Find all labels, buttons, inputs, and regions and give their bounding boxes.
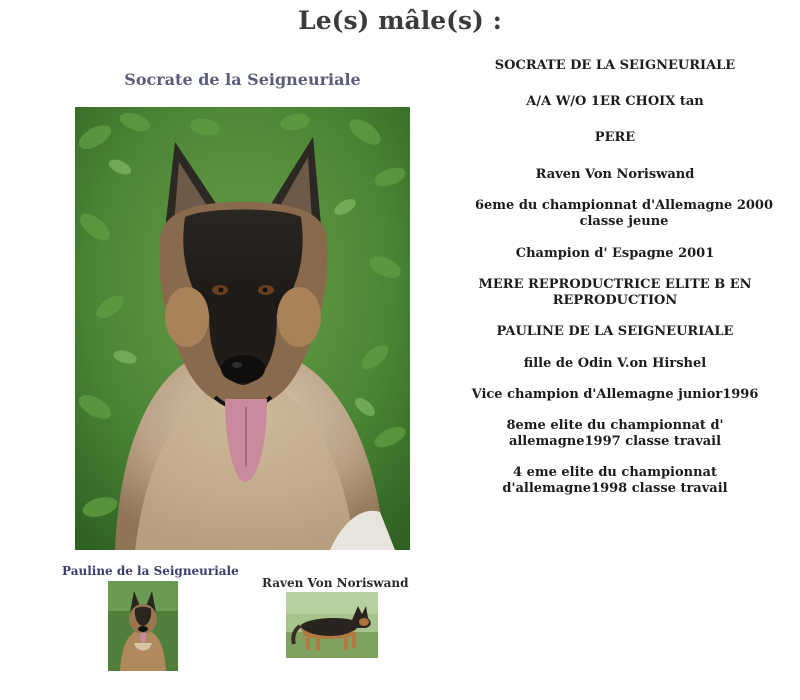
info-line: Vice champion d'Allemagne junior1996	[471, 387, 759, 402]
german-shepherd-standing-icon	[286, 592, 378, 658]
pedigree-info	[440, 58, 790, 497]
pauline-photo	[108, 581, 178, 671]
info-line: Champion d' Espagne 2001	[515, 246, 715, 261]
page-title: Le(s) mâle(s) :	[298, 6, 502, 35]
info-line: SOCRATE DE LA SEIGNEURIALE	[494, 58, 736, 73]
info-line: Raven Von Noriswand	[535, 167, 695, 182]
raven-photo	[286, 592, 378, 658]
main-photo-caption: Socrate de la Seigneuriale	[124, 70, 361, 89]
info-line: A/A W/O 1ER CHOIX tan	[526, 94, 704, 109]
info-line: 8eme elite du championnat d' allemagne1997 classe travail	[506, 418, 724, 449]
info-line: fille de Odin V.on Hirshel	[523, 356, 707, 371]
german-shepherd-sitting-icon	[108, 581, 178, 671]
raven-caption: Raven Von Noriswand	[262, 576, 409, 590]
pauline-caption: Pauline de la Seigneuriale	[62, 564, 239, 578]
german-shepherd-portrait-icon	[75, 107, 410, 550]
info-line: 4 eme elite du championnat d'allemagne1998 classe travail	[502, 465, 728, 496]
info-line: MERE REPRODUCTRICE ELITE B EN REPRODUCTION	[478, 277, 752, 308]
info-line: PERE	[594, 130, 636, 145]
main-dog-photo	[75, 107, 410, 550]
info-line: PAULINE DE LA SEIGNEURIALE	[496, 324, 734, 339]
info-line: 6eme du championnat d'Allemagne 2000 classe jeune	[474, 198, 774, 229]
